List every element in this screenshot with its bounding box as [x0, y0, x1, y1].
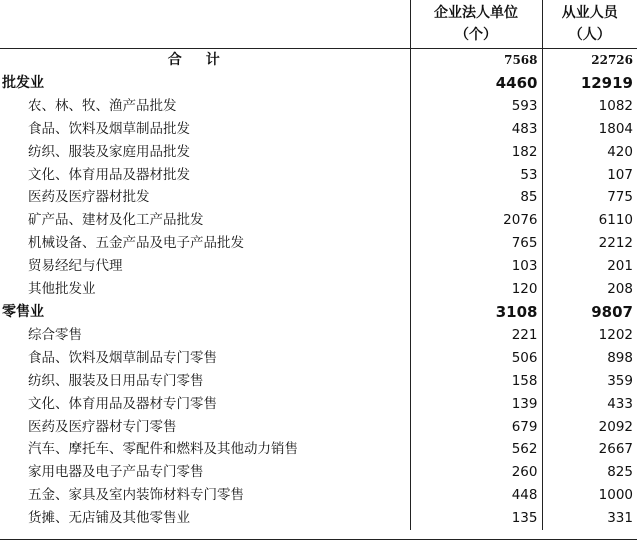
- table-row: [0, 278, 637, 301]
- table-row: [0, 186, 637, 209]
- row-units-value: 139: [410, 393, 542, 416]
- table-row: [0, 438, 637, 461]
- table-row: [0, 370, 637, 393]
- row-label: 医药及医疗器材专门零售: [28, 418, 177, 435]
- table-row: [0, 232, 637, 255]
- row-label: 贸易经纪与代理: [28, 258, 123, 275]
- row-label: 批发业: [2, 74, 44, 91]
- row-label: 综合零售: [28, 326, 82, 343]
- table-row: [0, 484, 637, 507]
- row-staff-value: 2212: [542, 232, 637, 255]
- table-row: [0, 347, 637, 370]
- row-label: 文化、体育用品及器材专门零售: [28, 395, 217, 412]
- table-row: [0, 164, 637, 187]
- row-units-value: 85: [410, 186, 542, 209]
- table-row: [0, 209, 637, 232]
- row-label: 食品、饮料及烟草制品批发: [28, 120, 190, 137]
- group-row: [0, 301, 637, 324]
- row-units-value: 221: [410, 324, 542, 347]
- table-header: [0, 0, 637, 49]
- row-units-value: 120: [410, 278, 542, 301]
- row-label: 机械设备、五金产品及电子产品批发: [28, 235, 244, 252]
- row-units-value: 448: [410, 484, 542, 507]
- total-staff: 22726: [542, 49, 637, 72]
- table-row: [0, 141, 637, 164]
- row-units-value: 135: [410, 507, 542, 530]
- row-units-value: 3108: [410, 301, 542, 324]
- row-units-value: 679: [410, 416, 542, 439]
- row-units-value: 562: [410, 438, 542, 461]
- row-staff-value: 107: [542, 164, 637, 187]
- row-units-value: 103: [410, 255, 542, 278]
- header-name-cell: [0, 0, 410, 24]
- row-staff-value: 331: [542, 507, 637, 530]
- table-row: [0, 507, 637, 530]
- row-staff-value: 1000: [542, 484, 637, 507]
- header-name-cell-2: [0, 24, 410, 49]
- row-staff-value: 359: [542, 370, 637, 393]
- row-units-value: 593: [410, 95, 542, 118]
- row-units-value: 158: [410, 370, 542, 393]
- total-units: 7568: [410, 49, 542, 72]
- row-staff-value: 12919: [542, 72, 637, 95]
- table-bottom-rule: [0, 539, 637, 540]
- row-staff-value: 1804: [542, 118, 637, 141]
- table-body: [0, 49, 637, 531]
- row-staff-value: 2667: [542, 438, 637, 461]
- row-staff-value: 898: [542, 347, 637, 370]
- row-units-value: 53: [410, 164, 542, 187]
- row-staff-value: 433: [542, 393, 637, 416]
- row-staff-value: 6110: [542, 209, 637, 232]
- row-staff-value: 1202: [542, 324, 637, 347]
- row-label: 矿产品、建材及化工产品批发: [28, 212, 204, 229]
- group-row: [0, 72, 637, 95]
- table-row: [0, 393, 637, 416]
- row-label: 五金、家具及室内装饰材料专门零售: [28, 487, 244, 504]
- row-label: 货摊、无店铺及其他零售业: [28, 510, 190, 527]
- row-label: 家用电器及电子产品专门零售: [28, 464, 204, 481]
- row-units-value: 260: [410, 461, 542, 484]
- row-staff-value: 208: [542, 278, 637, 301]
- row-units-value: 182: [410, 141, 542, 164]
- table-row: [0, 255, 637, 278]
- row-label: 其他批发业: [28, 281, 96, 298]
- row-staff-value: 825: [542, 461, 637, 484]
- row-label: 纺织、服装及日用品专门零售: [28, 372, 204, 389]
- row-units-value: 4460: [410, 72, 542, 95]
- row-label: 汽车、摩托车、零配件和燃料及其他动力销售: [28, 441, 298, 458]
- row-units-value: 483: [410, 118, 542, 141]
- table-row: [0, 118, 637, 141]
- header-units-unit: （个）: [410, 24, 542, 49]
- table-row: [0, 461, 637, 484]
- row-label: 食品、饮料及烟草制品专门零售: [28, 349, 217, 366]
- header-staff-title: 从业人员: [542, 0, 637, 24]
- row-units-value: 2076: [410, 209, 542, 232]
- row-staff-value: 2092: [542, 416, 637, 439]
- row-staff-value: 420: [542, 141, 637, 164]
- table-row: [0, 95, 637, 118]
- total-label: 合计: [167, 52, 244, 68]
- row-units-value: 765: [410, 232, 542, 255]
- row-staff-value: 201: [542, 255, 637, 278]
- row-label: 零售业: [2, 303, 44, 320]
- table-row: [0, 324, 637, 347]
- row-units-value: 506: [410, 347, 542, 370]
- table-row: [0, 416, 637, 439]
- header-units-title: 企业法人单位: [410, 0, 542, 24]
- total-row: [0, 49, 637, 72]
- row-staff-value: 1082: [542, 95, 637, 118]
- row-label: 农、林、牧、渔产品批发: [28, 97, 177, 114]
- row-staff-value: 775: [542, 186, 637, 209]
- row-label: 文化、体育用品及器材批发: [28, 166, 190, 183]
- header-staff-unit: （人）: [542, 24, 637, 49]
- row-label: 医药及医疗器材批发: [28, 189, 150, 206]
- row-staff-value: 9807: [542, 301, 637, 324]
- row-label: 纺织、服装及家庭用品批发: [28, 143, 190, 160]
